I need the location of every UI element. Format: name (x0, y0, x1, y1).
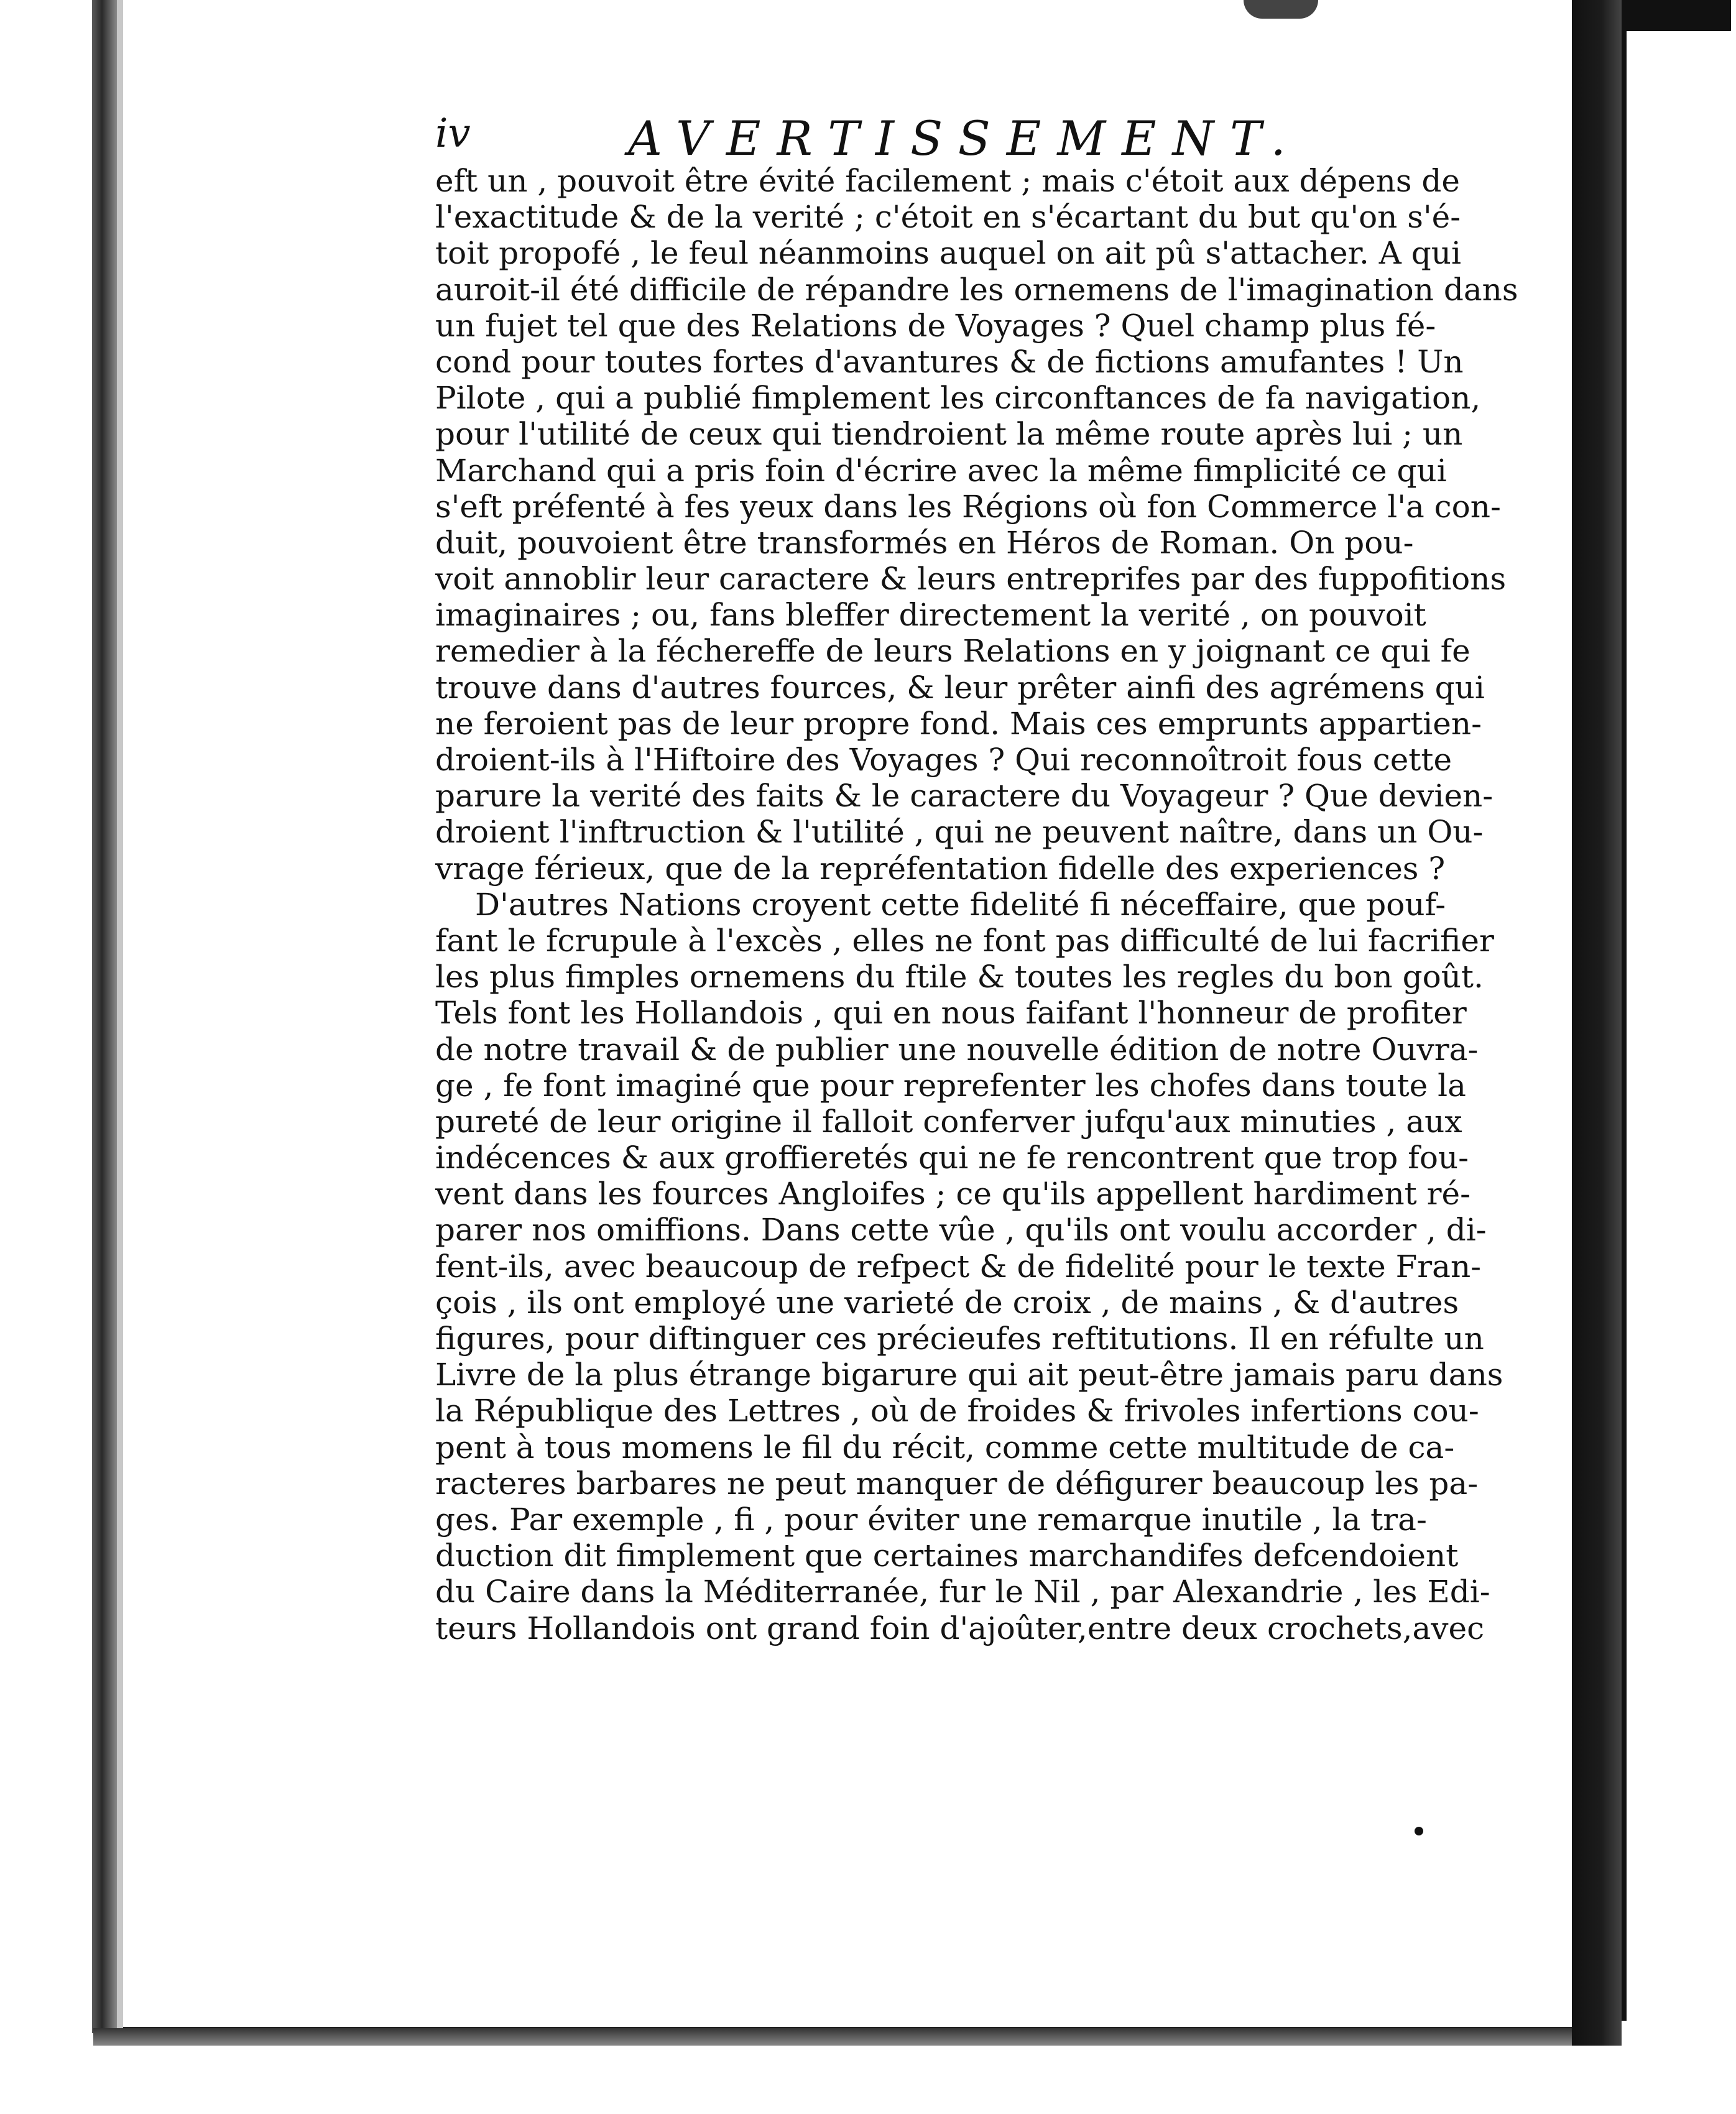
text-line: trouve dans d'autres fources, & leur prêter ainfi des agrémens qui (435, 669, 1485, 706)
book-gutter-right (1572, 0, 1622, 2046)
text-line: pureté de leur origine il falloit conferver jufqu'aux minuties , aux (435, 1103, 1462, 1140)
text-line: cond pour toutes fortes d'avantures & de fictions amufantes ! Un (435, 343, 1464, 380)
text-line: droient l'inftruction & l'utilité , qui ne peuvent naître, dans un Ou- (435, 814, 1484, 851)
text-line: indécences & aux groffieretés qui ne fe rencontrent que trop fou- (435, 1140, 1469, 1176)
page-top-notch (1244, 0, 1318, 19)
text-line: teurs Hollandois ont grand foin d'ajoûter,entre deux crochets,avec (435, 1610, 1485, 1646)
text-line: racteres barbares ne peut manquer de défigurer beaucoup les pa- (435, 1465, 1479, 1502)
text-line: droient-ils à l'Hiftoire des Voyages ? Qui reconnoîtroit fous cette (435, 742, 1452, 778)
facing-page-top-shadow (1622, 0, 1731, 31)
text-line: ne feroient pas de leur propre fond. Mais ces emprunts appartien- (435, 705, 1482, 742)
text-line: s'eft préfenté à fes yeux dans les Régions où fon Commerce l'a con- (435, 488, 1501, 525)
text-line: pent à tous momens le fil du récit, comme cette multitude de ca- (435, 1429, 1455, 1465)
scan-margin-left (0, 0, 93, 2114)
text-line: voit annoblir leur caractere & leurs entreprifes par des fuppofitions (435, 561, 1507, 598)
page-number: iv (435, 111, 471, 157)
text-line-paragraph-start: D'autres Nations croyent cette fidelité fi néceffaire, que pouf- (475, 886, 1446, 923)
text-line: l'exactitude & de la verité ; c'étoit en s'écartant du but qu'on s'é- (435, 199, 1461, 236)
text-line: ge , fe font imaginé que pour reprefenter les chofes dans toute la (435, 1067, 1466, 1104)
book-spine-edge (117, 0, 123, 2033)
text-line: ges. Par exemple , fi , pour éviter une remarque inutile , la tra- (435, 1501, 1427, 1538)
text-line: du Caire dans la Méditerranée, fur le Nil , par Alexandrie , les Edi- (435, 1574, 1490, 1610)
running-title: AVERTISSEMENT. (628, 111, 1302, 166)
facing-page-edge (1622, 31, 1736, 2021)
text-line: la République des Lettres , où de froides & frivoles infertions cou- (435, 1393, 1479, 1429)
page-bottom-shadow (93, 2028, 1572, 2046)
text-line-paragraph-end: vrage férieux, que de la repréfentation fidelle des experiences ? (435, 850, 1446, 887)
text-line: imaginaires ; ou, fans bleffer directement la verité , on pouvoit (435, 597, 1426, 634)
text-line: parer nos omiffions. Dans cette vûe , qu'ils ont voulu accorder , di- (435, 1212, 1487, 1249)
text-line: toit propofé , le feul néanmoins auquel on ait pû s'attacher. A qui (435, 235, 1461, 272)
scan-speck (1415, 1827, 1423, 1835)
text-line: pour l'utilité de ceux qui tiendroient la même route après lui ; un (435, 416, 1463, 453)
text-line: çois , ils ont employé une varieté de croix , de mains , & d'autres (435, 1284, 1459, 1321)
text-line: fent-ils, avec beaucoup de refpect & de fidelité pour le texte Fran- (435, 1248, 1482, 1285)
book-spine-shadow (92, 0, 117, 2033)
text-line: fant le fcrupule à l'excès , elles ne font pas difficulté de lui facrifier (435, 922, 1494, 959)
text-line: remedier à la féchereffe de leurs Relations en y joignant ce qui fe (435, 633, 1471, 670)
text-line: eft un , pouvoit être évité facilement ; mais c'étoit aux dépens de (435, 163, 1461, 199)
text-line: un fujet tel que des Relations de Voyages ? Quel champ plus fé- (435, 307, 1436, 344)
text-line: Pilote , qui a publié fimplement les circonftances de fa navigation, (435, 380, 1481, 417)
text-line: Tels font les Hollandois , qui en nous faifant l'honneur de profiter (435, 995, 1467, 1032)
text-line: de notre travail & de publier une nouvelle édition de notre Ouvra- (435, 1031, 1479, 1068)
text-line: figures, pour diftinguer ces précieufes reftitutions. Il en réfulte un (435, 1321, 1484, 1357)
text-line: Marchand qui a pris foin d'écrire avec la même fimplicité ce qui (435, 452, 1447, 489)
text-line: vent dans les fources Angloifes ; ce qu'ils appellent hardiment ré- (435, 1176, 1471, 1212)
text-line: duction dit fimplement que certaines marchandifes defcendoient (435, 1538, 1459, 1574)
text-line: duit, pouvoient être transformés en Héros de Roman. On pou- (435, 524, 1414, 561)
body-text (435, 163, 1518, 1646)
text-line: auroit-il été difficile de répandre les ornemens de l'imagination dans (435, 271, 1518, 308)
text-line: parure la verité des faits & le caractere du Voyageur ? Que devien- (435, 778, 1494, 815)
text-line: les plus fimples ornemens du ftile & toutes les regles du bon goût. (435, 959, 1484, 995)
text-line: Livre de la plus étrange bigarure qui ait peut-être jamais paru dans (435, 1357, 1503, 1393)
